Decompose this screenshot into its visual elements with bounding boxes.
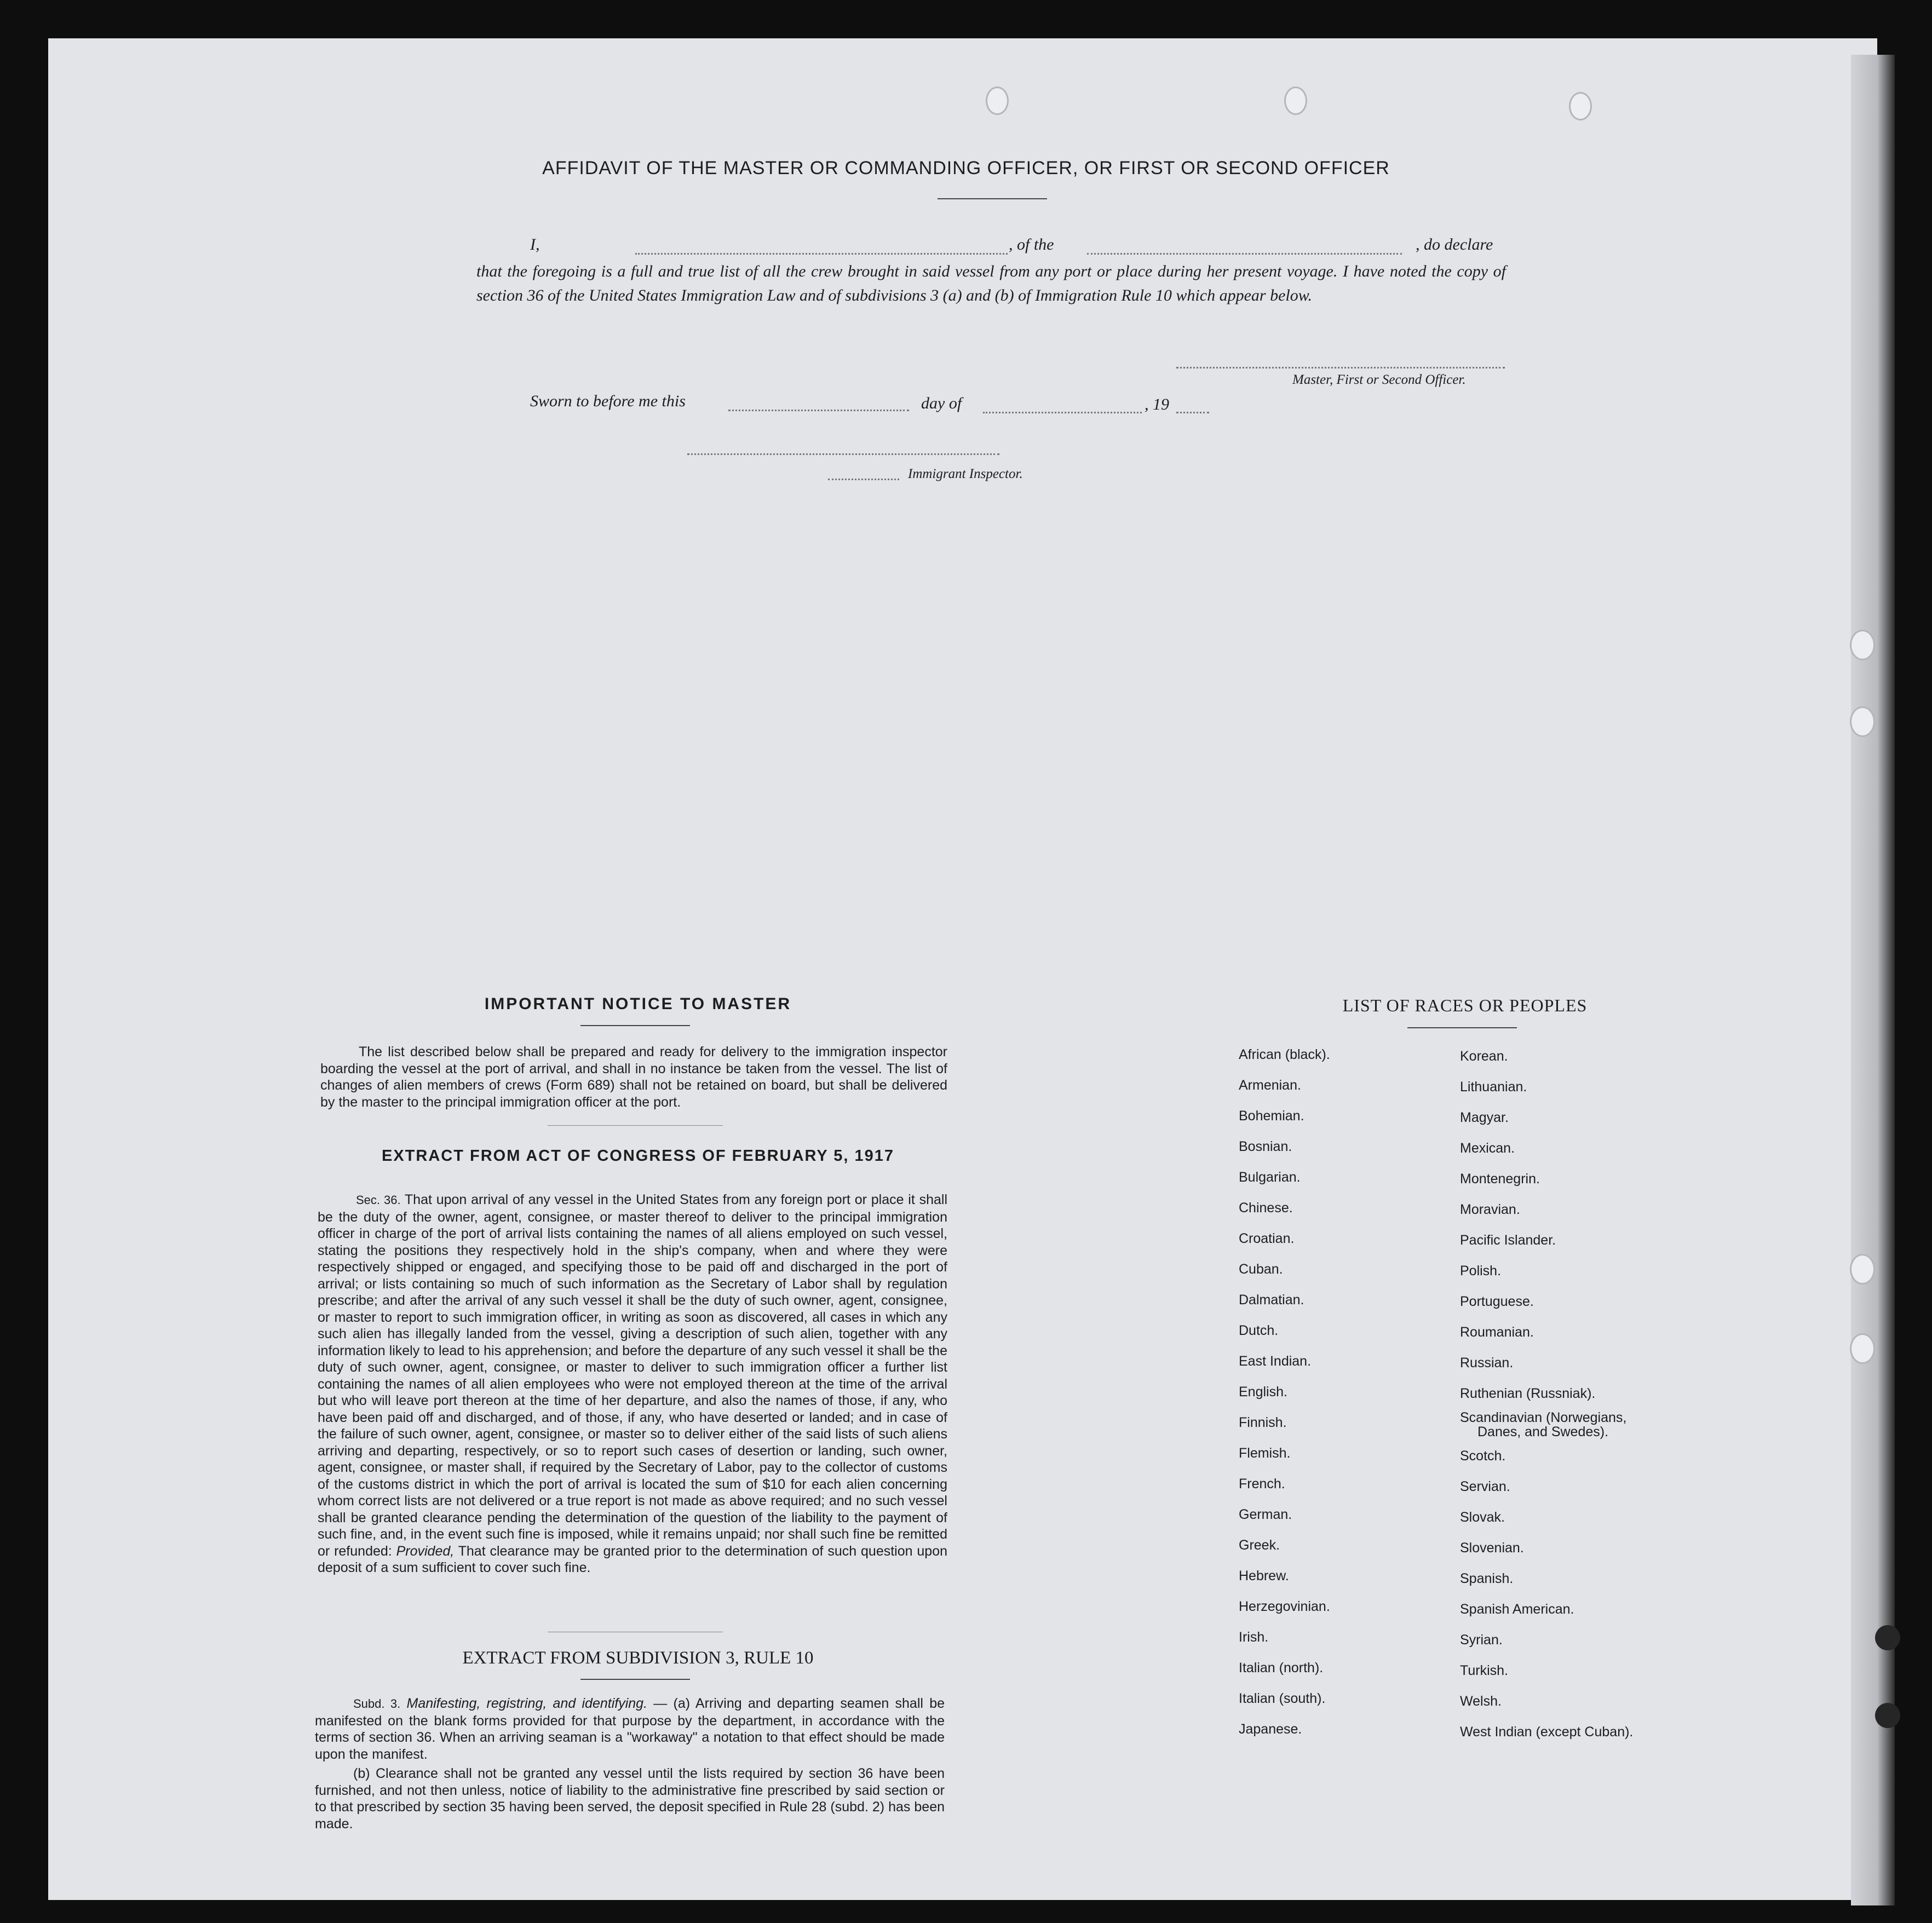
master-label: Master, First or Second Officer. xyxy=(1292,372,1466,387)
race-item: Turkish. xyxy=(1460,1663,1508,1678)
race-item: Ruthenian (Russniak). xyxy=(1460,1386,1596,1401)
race-item: Roumanian. xyxy=(1460,1325,1534,1340)
race-item: Finnish. xyxy=(1239,1415,1287,1430)
sworn-month-field[interactable] xyxy=(983,412,1142,413)
race-item: German. xyxy=(1239,1507,1292,1522)
race-item: Hebrew. xyxy=(1239,1568,1289,1584)
affidavit-title: AFFIDAVIT OF THE MASTER OR COMMANDING OFFICER, OR FIRST OR SECOND OFFICER xyxy=(542,158,1390,179)
race-item: Polish. xyxy=(1460,1263,1502,1279)
act-extract-text xyxy=(318,1191,947,1576)
document-page xyxy=(48,38,1877,1900)
punch-hole xyxy=(1875,1703,1900,1728)
race-item: Armenian. xyxy=(1239,1078,1301,1093)
race-item: Italian (south). xyxy=(1239,1691,1326,1706)
race-item: Japanese. xyxy=(1239,1722,1302,1737)
race-item: East Indian. xyxy=(1239,1354,1312,1369)
binder-hole xyxy=(1850,1333,1875,1364)
sworn-year-field[interactable] xyxy=(1176,412,1209,413)
race-item: Scandinavian (Norwegians, xyxy=(1460,1410,1627,1425)
race-item: Chinese. xyxy=(1239,1200,1293,1216)
race-item: Magyar. xyxy=(1460,1110,1509,1125)
race-item: French. xyxy=(1239,1476,1285,1492)
race-item: African (black). xyxy=(1239,1047,1330,1062)
race-item: Bosnian. xyxy=(1239,1139,1292,1154)
punch-hole xyxy=(1875,1625,1900,1650)
race-item: Spanish American. xyxy=(1460,1602,1574,1617)
rule-extract-heading: EXTRACT FROM SUBDIVISION 3, RULE 10 xyxy=(462,1648,814,1668)
binder-hole xyxy=(1569,92,1592,120)
binder-hole xyxy=(986,87,1009,115)
race-item: Dalmatian. xyxy=(1239,1292,1304,1308)
binder-hole xyxy=(1850,1254,1875,1285)
race-item: Servian. xyxy=(1460,1479,1510,1494)
name-field[interactable] xyxy=(635,253,1008,255)
act-extract-heading: EXTRACT FROM ACT OF CONGRESS OF FEBRUARY 5, 1917 xyxy=(381,1147,895,1165)
binder-hole xyxy=(1850,630,1875,660)
race-item: Spanish. xyxy=(1460,1571,1514,1586)
of-the-label: , of the xyxy=(1009,235,1054,254)
do-declare-label: , do declare xyxy=(1416,235,1493,254)
race-item: English. xyxy=(1239,1384,1287,1400)
race-item: Slovak. xyxy=(1460,1510,1505,1525)
day-of-label: day of xyxy=(921,394,962,412)
sworn-label: Sworn to before me this xyxy=(530,392,686,410)
race-item: Welsh. xyxy=(1460,1694,1502,1709)
sworn-day-field[interactable] xyxy=(728,410,909,411)
race-item: Lithuanian. xyxy=(1460,1079,1527,1095)
race-item: Syrian. xyxy=(1460,1632,1503,1648)
race-item: Herzegovinian. xyxy=(1239,1599,1330,1614)
inspector-prefix-field xyxy=(828,479,899,480)
race-item: Korean. xyxy=(1460,1049,1508,1064)
vessel-field[interactable] xyxy=(1087,253,1402,255)
subd-title: Manifesting, registring, and identifying. xyxy=(406,1696,648,1711)
notice-heading: IMPORTANT NOTICE TO MASTER xyxy=(484,995,792,1013)
notice-divider xyxy=(580,1025,690,1026)
affidavit-i-label: I, xyxy=(530,235,540,254)
master-signature-field[interactable] xyxy=(1176,367,1505,369)
section-36-text-end: That clearance may be granted prior to the determination of such question upon deposit of a sum sufficient to cover such fine. xyxy=(318,1543,947,1575)
race-item: Mexican. xyxy=(1460,1141,1515,1156)
notice-divider-2 xyxy=(548,1125,723,1126)
inspector-signature-field[interactable] xyxy=(687,453,999,455)
part-a-text: — (a) Arriving and departing seamen shall be manifested on the blank forms provided for that purpose by the department, in accordance with the terms of section 36. When an arriving seaman is a "workaway" a notation to that effect should be made upon the manifest. xyxy=(315,1696,945,1762)
section-label: Sec. 36. xyxy=(356,1193,401,1207)
rule-part-a xyxy=(315,1695,945,1763)
subd-label: Subd. 3. xyxy=(353,1697,401,1711)
race-item: Slovenian. xyxy=(1460,1540,1524,1556)
race-item: Bulgarian. xyxy=(1239,1170,1301,1185)
affidavit-declaration: that the foregoing is a full and true list of all the crew brought in said vessel from any port or place during her present voyage. I have noted the copy of section 36 of the United States Immigration Law and of subdivisions 3 (a) and (b) of Immigration Rule 10 which appear below. xyxy=(476,262,1506,304)
race-item: Cuban. xyxy=(1239,1262,1283,1277)
binder-hole xyxy=(1284,87,1307,115)
section-36-text: That upon arrival of any vessel in the United States from any foreign port or place it shall be the duty of the owner, agent, consignee, or master thereof to deliver to the principal immigration officer in charge of the port of arrival lists containing the names of all aliens employed on such vessel, stating the positions they respectively hold in the ship's company, when and where they were respectively shipped or engaged, and specifying those to be paid off and discharged in the port of arrival; or lists containing so much of such information as the Secretary of Labor shall by regulation prescribe; and after the arrival of any such vessel it shall be the duty of such owner, agent, consignee, or master to report to such immigration officer, in writing as soon as discovered, all cases in which any such alien has illegally landed from the vessel, giving a description of such alien, together with any information likely to lead to his apprehension; and before the departure of any such vessel it shall be the duty of such owner, agent, consignee, or master to deliver to such immigration officer a further list containing the names of all alien employees who were not employed thereon at the time of the arrival but who will leave port thereon at the time of her departure, and also the names of those, if any, who have been paid off and discharged, and of those, if any, who have deserted or landed; and in case of the failure of such owner, agent, consignee, or master so to deliver either of the said lists of such aliens arriving and departing, respectively, or so to report such cases of desertion or landing, such owner, agent, consignee, or master shall, if required by the Secretary of Labor, pay to the collector of customs of the customs district in which the port of arrival is located the sum of $10 for each alien concerning whom correct lists are not delivered or a true report is not made as above required; and no such vessel shall be granted clearance pending the determination of the question of the liability to the payment of such fine, and, in the event such fine is imposed, while it remains unpaid; nor shall such fine be remitted or refunded: xyxy=(318,1192,948,1559)
rule-part-b: (b) Clearance shall not be granted any vessel until the lists required by section 36 have been furnished, and not then unless, notice of liability to the administrative fine prescribed by said section or to that prescribed by section 35 having been served, the deposit specified in Rule 28 (subd. 2) has been made. xyxy=(315,1766,945,1832)
year-label: , 19 xyxy=(1145,395,1169,413)
race-item: Danes, and Swedes). xyxy=(1477,1424,1609,1440)
race-item: Montenegrin. xyxy=(1460,1171,1540,1187)
race-item: Irish. xyxy=(1239,1630,1269,1645)
race-item: Croatian. xyxy=(1239,1231,1295,1246)
race-item: Russian. xyxy=(1460,1355,1514,1371)
races-divider xyxy=(1407,1027,1517,1028)
race-item: Pacific Islander. xyxy=(1460,1233,1556,1248)
race-item: Italian (north). xyxy=(1239,1660,1324,1676)
race-item: West Indian (except Cuban). xyxy=(1460,1724,1634,1740)
race-item: Flemish. xyxy=(1239,1446,1291,1461)
binder-hole xyxy=(1850,706,1875,737)
race-item: Moravian. xyxy=(1460,1202,1520,1217)
notice-text: The list described below shall be prepared and ready for delivery to the immigration inspector boarding the vessel at the port of arrival, and shall in no instance be taken from the vessel. The list of changes of alien members of crews (Form 689) shall not be retained on board, but shall be delivered by the master to the principal immigration officer at the port. xyxy=(320,1044,947,1110)
race-item: Dutch. xyxy=(1239,1323,1279,1338)
race-item: Scotch. xyxy=(1460,1448,1506,1464)
inspector-label: Immigrant Inspector. xyxy=(908,467,1023,481)
rule-divider xyxy=(580,1679,690,1680)
title-divider xyxy=(938,198,1047,199)
race-item: Bohemian. xyxy=(1239,1108,1304,1124)
race-item: Greek. xyxy=(1239,1538,1280,1553)
provided-label: Provided, xyxy=(396,1543,455,1559)
race-item: Portuguese. xyxy=(1460,1294,1534,1309)
races-heading: LIST OF RACES OR PEOPLES xyxy=(1342,995,1588,1015)
